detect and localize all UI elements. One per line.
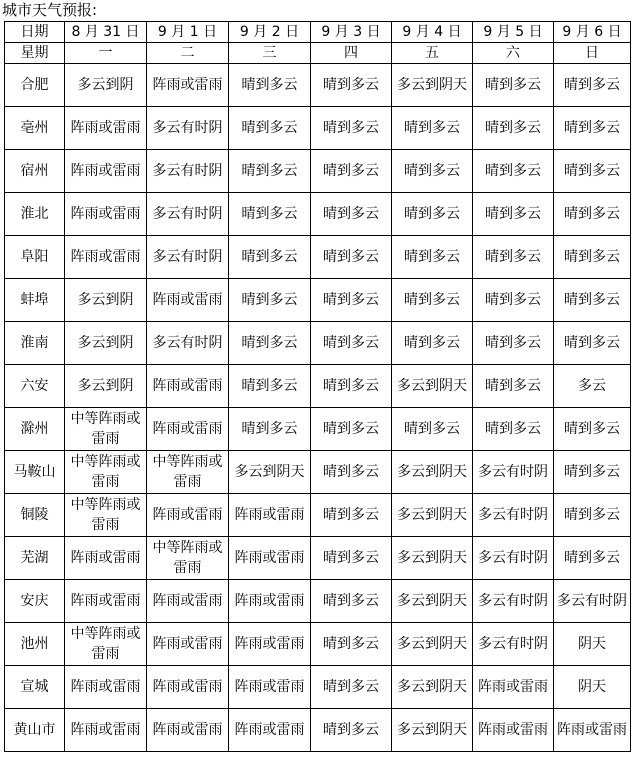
forecast-cell: 多云到阴 <box>65 322 147 365</box>
forecast-cell: 多云有时阴 <box>473 623 554 666</box>
table-row <box>5 623 631 666</box>
city-name: 池州 <box>5 623 65 666</box>
forecast-cell: 晴到多云 <box>473 193 554 236</box>
date-cell: 9 月 1 日 <box>147 22 229 43</box>
forecast-cell: 晴到多云 <box>229 193 311 236</box>
forecast-cell: 阴天 <box>554 666 631 709</box>
forecast-cell: 阵雨或雷雨 <box>65 580 147 623</box>
forecast-cell: 晴到多云 <box>554 408 631 451</box>
forecast-cell: 多云到阴天 <box>392 666 473 709</box>
forecast-cell: 晴到多云 <box>311 107 392 150</box>
forecast-cell: 晴到多云 <box>392 279 473 322</box>
forecast-cell: 晴到多云 <box>311 494 392 537</box>
table-row <box>5 537 631 580</box>
forecast-cell: 阵雨或雷雨 <box>554 709 631 752</box>
forecast-cell: 晴到多云 <box>392 193 473 236</box>
city-name: 铜陵 <box>5 494 65 537</box>
forecast-cell: 中等阵雨或雷雨 <box>65 623 147 666</box>
weekday-cell: 四 <box>311 43 392 64</box>
forecast-cell: 晴到多云 <box>554 236 631 279</box>
forecast-cell: 晴到多云 <box>311 580 392 623</box>
forecast-cell: 多云 <box>554 365 631 408</box>
weekday-cell: 一 <box>65 43 147 64</box>
forecast-cell: 晴到多云 <box>311 193 392 236</box>
forecast-cell: 晴到多云 <box>229 408 311 451</box>
forecast-cell: 多云到阴天 <box>392 365 473 408</box>
forecast-cell: 多云到阴 <box>65 64 147 107</box>
weather-forecast-table <box>4 21 631 752</box>
forecast-cell: 多云到阴天 <box>392 451 473 494</box>
date-cell: 9 月 3 日 <box>311 22 392 43</box>
city-name: 芜湖 <box>5 537 65 580</box>
date-cell: 8 月 31 日 <box>65 22 147 43</box>
weekday-cell: 二 <box>147 43 229 64</box>
forecast-cell: 多云有时阴 <box>147 236 229 279</box>
table-row <box>5 193 631 236</box>
forecast-cell: 晴到多云 <box>229 107 311 150</box>
forecast-cell: 晴到多云 <box>392 150 473 193</box>
date-header-row <box>5 22 631 43</box>
page-title: 城市天气预报: <box>2 1 98 19</box>
forecast-cell: 中等阵雨或雷雨 <box>65 451 147 494</box>
forecast-cell: 晴到多云 <box>554 322 631 365</box>
forecast-cell: 阴天 <box>554 623 631 666</box>
date-cell: 9 月 4 日 <box>392 22 473 43</box>
city-name: 宿州 <box>5 150 65 193</box>
forecast-cell: 多云到阴 <box>65 279 147 322</box>
forecast-cell: 晴到多云 <box>311 408 392 451</box>
forecast-cell: 中等阵雨或雷雨 <box>147 451 229 494</box>
weekday-cell: 六 <box>473 43 554 64</box>
forecast-cell: 阵雨或雷雨 <box>65 193 147 236</box>
city-name: 宣城 <box>5 666 65 709</box>
forecast-cell: 多云有时阴 <box>147 107 229 150</box>
forecast-cell: 晴到多云 <box>473 150 554 193</box>
date-cell: 9 月 5 日 <box>473 22 554 43</box>
forecast-cell: 晴到多云 <box>311 537 392 580</box>
date-cell: 9 月 2 日 <box>229 22 311 43</box>
city-name: 滁州 <box>5 408 65 451</box>
table-row <box>5 64 631 107</box>
forecast-cell: 阵雨或雷雨 <box>65 537 147 580</box>
forecast-cell: 多云到阴 <box>65 365 147 408</box>
forecast-cell: 多云有时阴 <box>473 537 554 580</box>
city-name: 合肥 <box>5 64 65 107</box>
forecast-cell: 晴到多云 <box>554 451 631 494</box>
forecast-cell: 晴到多云 <box>392 408 473 451</box>
forecast-cell: 阵雨或雷雨 <box>229 709 311 752</box>
forecast-cell: 晴到多云 <box>229 150 311 193</box>
forecast-cell: 晴到多云 <box>311 64 392 107</box>
city-name: 淮北 <box>5 193 65 236</box>
forecast-cell: 晴到多云 <box>311 322 392 365</box>
forecast-cell: 阵雨或雷雨 <box>65 666 147 709</box>
forecast-cell: 中等阵雨或雷雨 <box>65 494 147 537</box>
forecast-cell: 晴到多云 <box>554 193 631 236</box>
forecast-cell: 阵雨或雷雨 <box>473 666 554 709</box>
forecast-cell: 晴到多云 <box>229 365 311 408</box>
forecast-cell: 晴到多云 <box>311 150 392 193</box>
forecast-cell: 晴到多云 <box>311 365 392 408</box>
weekday-label: 星期 <box>5 43 65 64</box>
forecast-cell: 阵雨或雷雨 <box>147 365 229 408</box>
city-name: 马鞍山 <box>5 451 65 494</box>
forecast-cell: 阵雨或雷雨 <box>229 666 311 709</box>
forecast-cell: 阵雨或雷雨 <box>65 709 147 752</box>
forecast-cell: 阵雨或雷雨 <box>147 408 229 451</box>
forecast-cell: 晴到多云 <box>473 236 554 279</box>
weekday-cell: 三 <box>229 43 311 64</box>
table-row <box>5 107 631 150</box>
forecast-cell: 阵雨或雷雨 <box>147 279 229 322</box>
forecast-cell: 晴到多云 <box>473 279 554 322</box>
forecast-cell: 阵雨或雷雨 <box>65 236 147 279</box>
forecast-cell: 晴到多云 <box>229 279 311 322</box>
city-name: 亳州 <box>5 107 65 150</box>
forecast-cell: 多云有时阴 <box>147 193 229 236</box>
forecast-cell: 晴到多云 <box>311 279 392 322</box>
city-name: 蚌埠 <box>5 279 65 322</box>
forecast-cell: 多云到阴天 <box>392 537 473 580</box>
date-label: 日期 <box>5 22 65 43</box>
forecast-cell: 阵雨或雷雨 <box>147 64 229 107</box>
city-name: 阜阳 <box>5 236 65 279</box>
forecast-cell: 多云到阴天 <box>392 64 473 107</box>
forecast-cell: 晴到多云 <box>554 64 631 107</box>
forecast-cell: 阵雨或雷雨 <box>147 709 229 752</box>
forecast-cell: 晴到多云 <box>311 236 392 279</box>
forecast-cell: 晴到多云 <box>311 623 392 666</box>
forecast-cell: 晴到多云 <box>473 365 554 408</box>
forecast-cell: 晴到多云 <box>229 64 311 107</box>
table-row <box>5 666 631 709</box>
forecast-cell: 中等阵雨或雷雨 <box>65 408 147 451</box>
table-row <box>5 322 631 365</box>
forecast-cell: 晴到多云 <box>229 236 311 279</box>
table-row <box>5 236 631 279</box>
forecast-cell: 晴到多云 <box>392 322 473 365</box>
forecast-cell: 晴到多云 <box>473 408 554 451</box>
forecast-cell: 晴到多云 <box>392 107 473 150</box>
forecast-cell: 晴到多云 <box>554 279 631 322</box>
city-name: 安庆 <box>5 580 65 623</box>
forecast-cell: 晴到多云 <box>554 150 631 193</box>
table-row <box>5 150 631 193</box>
table-row <box>5 580 631 623</box>
forecast-cell: 多云到阴天 <box>392 494 473 537</box>
forecast-cell: 多云到阴天 <box>229 451 311 494</box>
forecast-cell: 多云到阴天 <box>392 580 473 623</box>
table-row <box>5 451 631 494</box>
table-row <box>5 709 631 752</box>
date-cell: 9 月 6 日 <box>554 22 631 43</box>
table-row <box>5 408 631 451</box>
table-row <box>5 365 631 408</box>
forecast-cell: 晴到多云 <box>311 709 392 752</box>
forecast-cell: 阵雨或雷雨 <box>147 666 229 709</box>
forecast-cell: 晴到多云 <box>473 64 554 107</box>
weekday-cell: 五 <box>392 43 473 64</box>
forecast-cell: 晴到多云 <box>554 107 631 150</box>
forecast-cell: 阵雨或雷雨 <box>229 494 311 537</box>
forecast-cell: 阵雨或雷雨 <box>229 580 311 623</box>
forecast-cell: 晴到多云 <box>473 107 554 150</box>
forecast-cell: 阵雨或雷雨 <box>229 537 311 580</box>
forecast-cell: 多云到阴天 <box>392 623 473 666</box>
city-name: 淮南 <box>5 322 65 365</box>
forecast-cell: 阵雨或雷雨 <box>65 107 147 150</box>
forecast-cell: 晴到多云 <box>229 322 311 365</box>
forecast-cell: 中等阵雨或雷雨 <box>147 537 229 580</box>
weekday-header-row <box>5 43 631 64</box>
forecast-cell: 阵雨或雷雨 <box>147 494 229 537</box>
forecast-cell: 阵雨或雷雨 <box>473 709 554 752</box>
forecast-cell: 多云有时阴 <box>147 150 229 193</box>
forecast-cell: 晴到多云 <box>392 236 473 279</box>
forecast-cell: 多云有时阴 <box>473 494 554 537</box>
forecast-cell: 多云有时阴 <box>473 451 554 494</box>
forecast-cell: 阵雨或雷雨 <box>147 623 229 666</box>
weekday-cell: 日 <box>554 43 631 64</box>
city-name: 六安 <box>5 365 65 408</box>
forecast-cell: 晴到多云 <box>554 494 631 537</box>
forecast-cell: 多云有时阴 <box>147 322 229 365</box>
forecast-cell: 晴到多云 <box>311 451 392 494</box>
forecast-cell: 晴到多云 <box>554 537 631 580</box>
forecast-cell: 阵雨或雷雨 <box>65 150 147 193</box>
forecast-cell: 阵雨或雷雨 <box>229 623 311 666</box>
table-row <box>5 494 631 537</box>
city-name: 黄山市 <box>5 709 65 752</box>
forecast-cell: 多云有时阴 <box>473 580 554 623</box>
forecast-cell: 晴到多云 <box>311 666 392 709</box>
forecast-cell: 多云到阴天 <box>392 709 473 752</box>
forecast-cell: 晴到多云 <box>473 322 554 365</box>
table-row <box>5 279 631 322</box>
forecast-cell: 阵雨或雷雨 <box>147 580 229 623</box>
forecast-cell: 多云有时阴 <box>554 580 631 623</box>
